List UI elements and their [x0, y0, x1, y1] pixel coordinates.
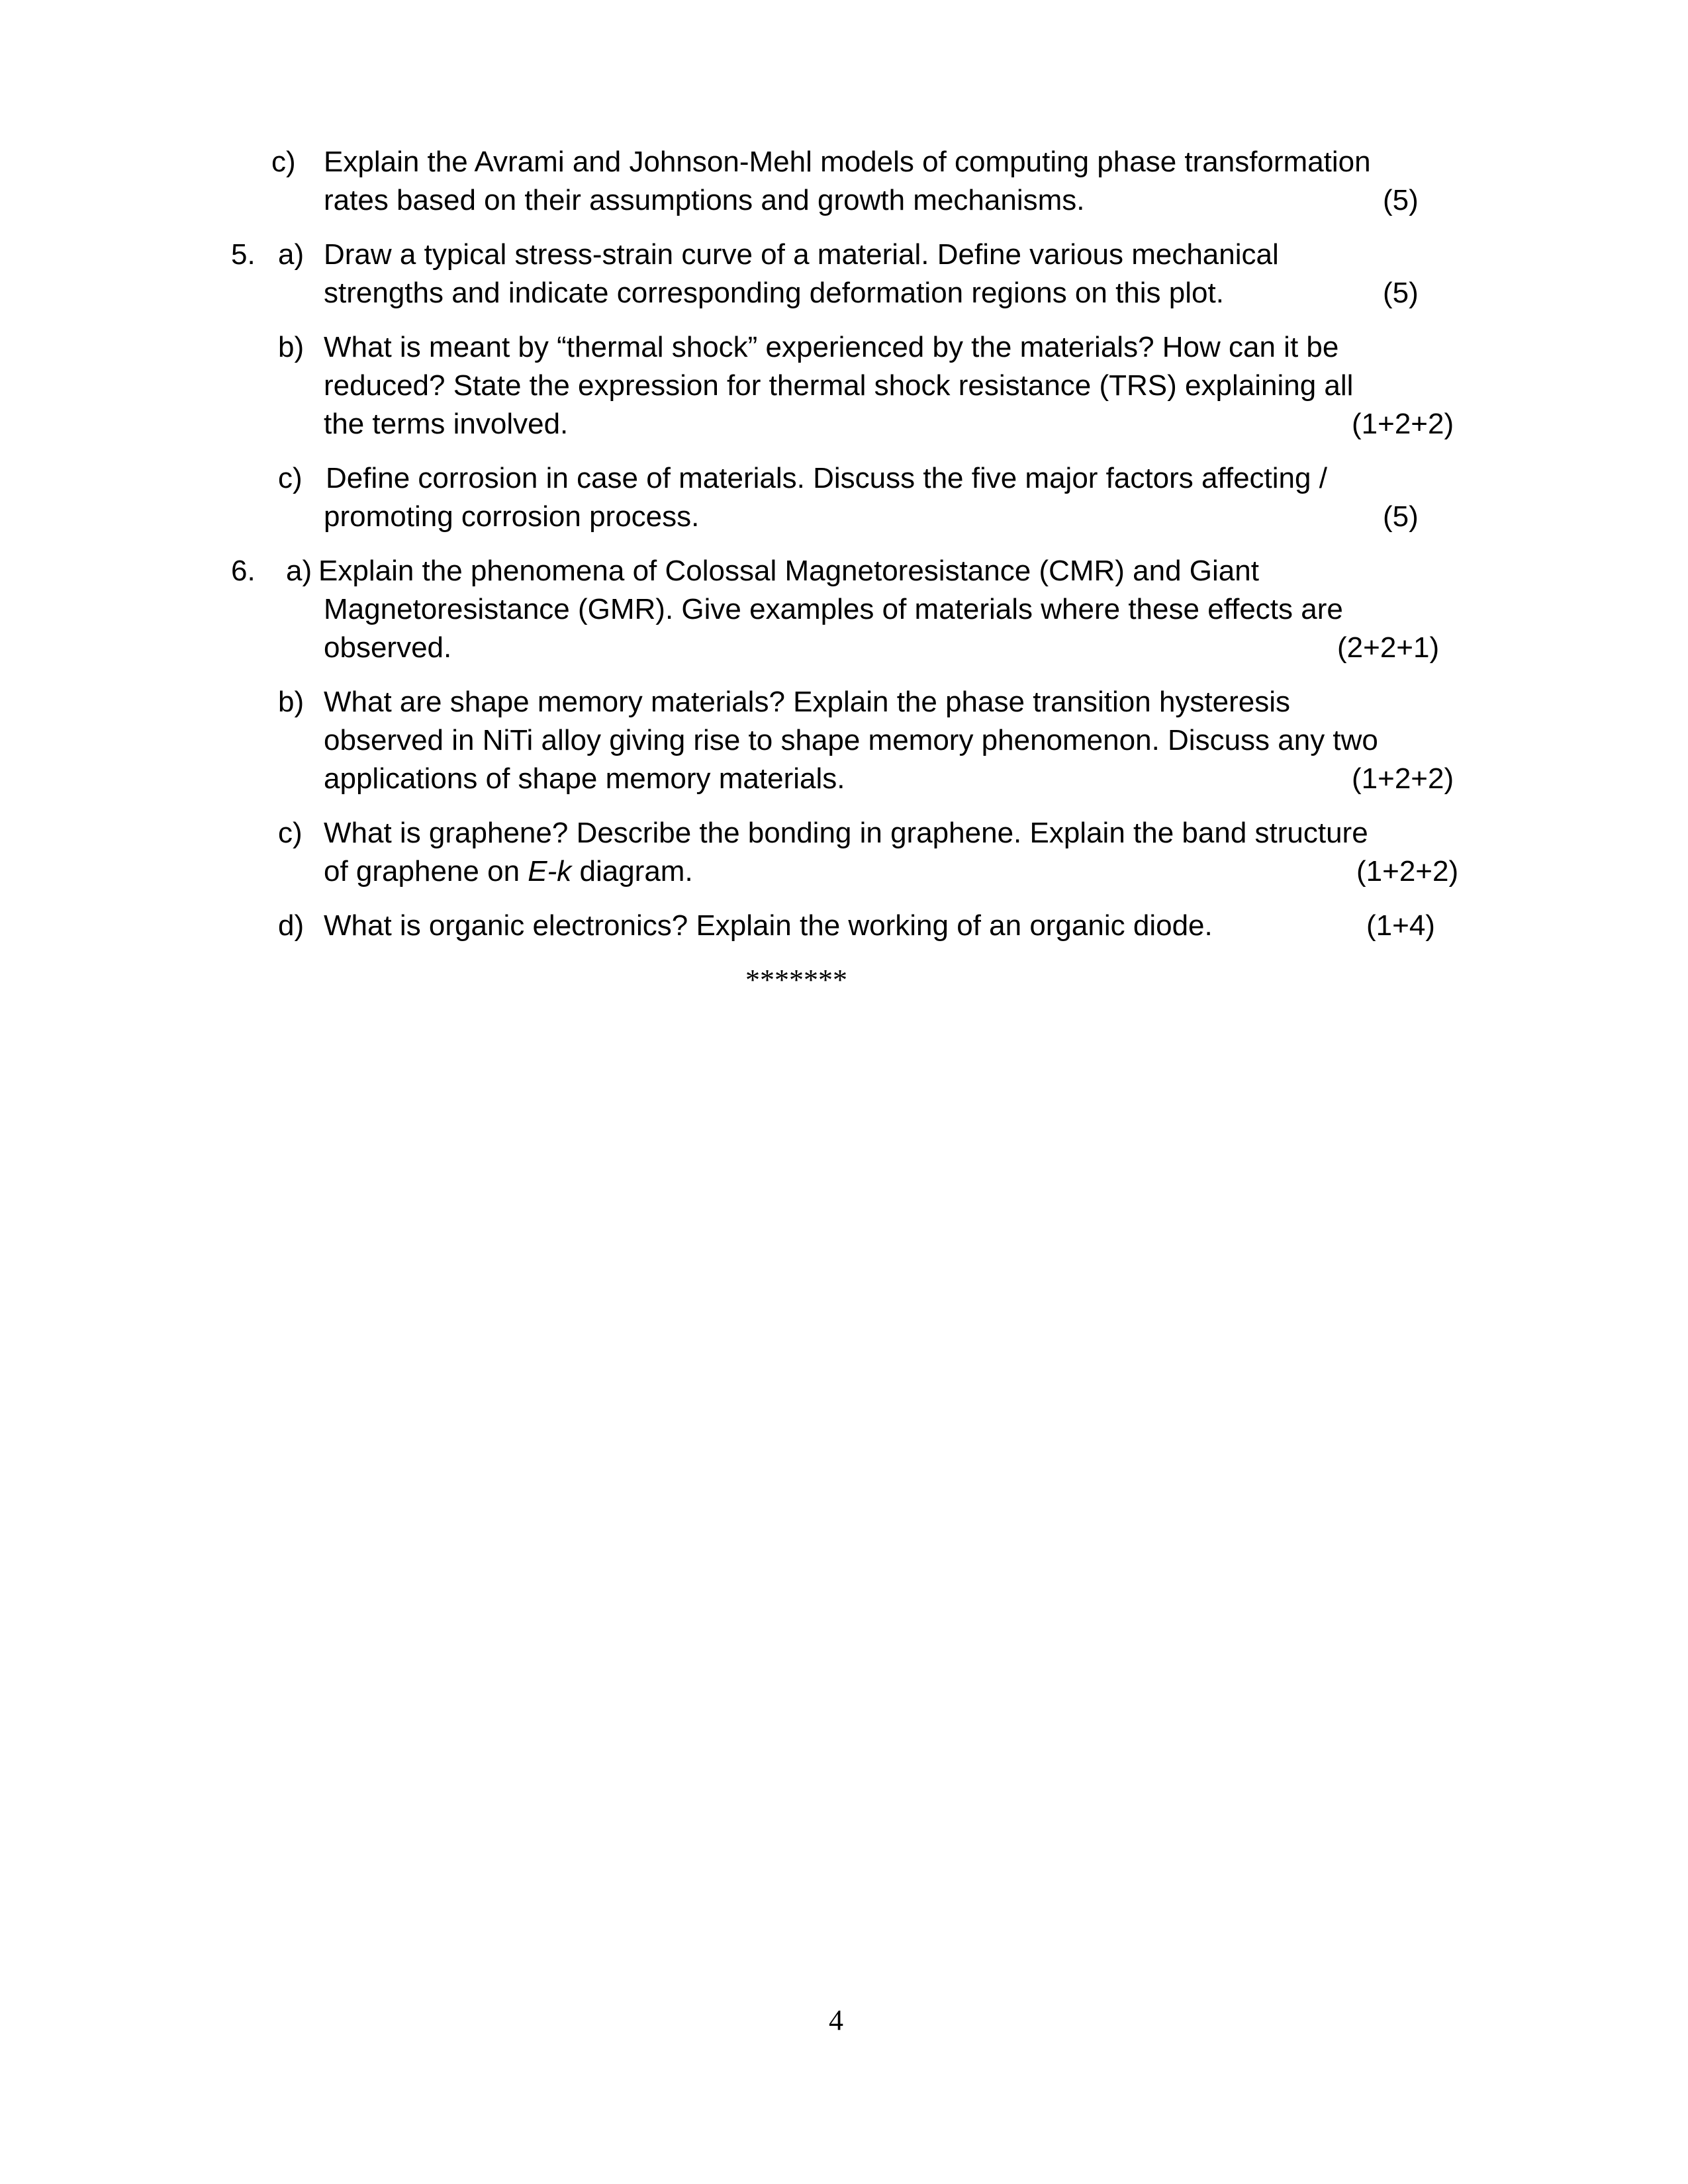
- question-4c-marks: (5): [1383, 184, 1419, 216]
- question-5a-line-1: Draw a typical stress-strain curve of a material. Define various mechanical: [324, 238, 1279, 271]
- question-6b-marks: (1+2+2): [1352, 762, 1454, 795]
- question-5c-line-2: promoting corrosion process.: [324, 500, 700, 533]
- question-5-number: 5.: [231, 238, 256, 271]
- question-6c-line-2: [324, 852, 693, 891]
- question-4c-label: c): [271, 146, 296, 178]
- question-6c-marks: (1+2+2): [1356, 855, 1459, 887]
- question-5b-marks: (1+2+2): [1352, 408, 1454, 440]
- end-of-paper-marker: *******: [745, 964, 847, 996]
- question-5a-marks: (5): [1383, 277, 1419, 309]
- question-5a-label: a): [278, 238, 305, 271]
- question-5c-marks: (5): [1383, 500, 1419, 533]
- question-6d-marks: (1+4): [1366, 909, 1435, 942]
- question-6b-line-3: applications of shape memory materials.: [324, 762, 845, 795]
- question-5b-line-1: What is meant by “thermal shock” experienced by the materials? How can it be: [324, 331, 1339, 363]
- question-6a-line-1: Explain the phenomena of Colossal Magnetoresistance (CMR) and Giant: [318, 555, 1259, 587]
- question-4c-line-2: rates based on their assumptions and growth mechanisms.: [324, 184, 1085, 216]
- question-6b-line-1: What are shape memory materials? Explain the phase transition hysteresis: [324, 686, 1291, 718]
- question-6b-label: b): [278, 686, 305, 718]
- question-6c-line-2-text: of graphene on: [324, 855, 528, 887]
- question-6d-line-1: What is organic electronics? Explain the working of an organic diode.: [324, 909, 1213, 942]
- question-6c-line-2-end: diagram.: [571, 855, 693, 887]
- question-6a-label: a): [286, 555, 312, 587]
- question-6c-line-1: What is graphene? Describe the bonding in graphene. Explain the band structure: [324, 817, 1368, 849]
- question-5c-line-1: Define corrosion in case of materials. Discuss the five major factors affecting /: [326, 462, 1327, 494]
- question-5b-line-3: the terms involved.: [324, 408, 569, 440]
- ek-term: E-k: [528, 855, 572, 887]
- question-4c-line-1: Explain the Avrami and Johnson-Mehl models of computing phase transformation: [324, 146, 1371, 178]
- question-6d-label: d): [278, 909, 305, 942]
- question-6b-line-2: observed in NiTi alloy giving rise to shape memory phenomenon. Discuss any two: [324, 724, 1378, 756]
- question-6a-line-3: observed.: [324, 631, 452, 664]
- question-5c-label: c): [278, 462, 303, 494]
- question-5b-line-2: reduced? State the expression for thermal shock resistance (TRS) explaining all: [324, 369, 1354, 402]
- question-6c-label: c): [278, 817, 303, 849]
- page-number: 4: [829, 2004, 843, 2036]
- question-5a-line-2: strengths and indicate corresponding deformation regions on this plot.: [324, 277, 1224, 309]
- question-6-number: 6.: [231, 555, 256, 587]
- question-6a-marks: (2+2+1): [1337, 631, 1440, 664]
- question-5b-label: b): [278, 331, 305, 363]
- question-6a-line-2: Magnetoresistance (GMR). Give examples of materials where these effects are: [324, 593, 1343, 625]
